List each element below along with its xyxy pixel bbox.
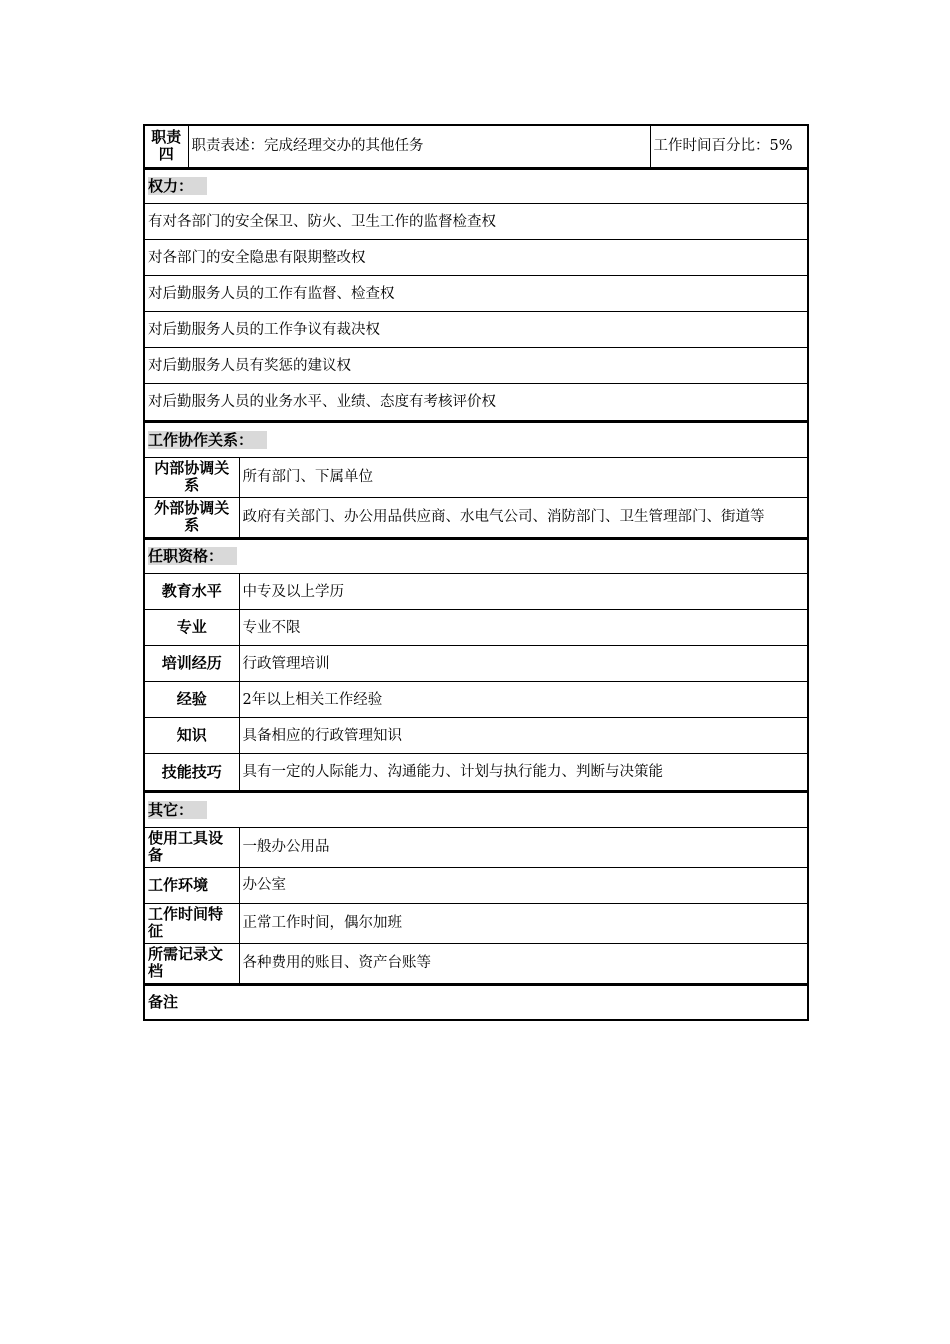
collaboration-table: [143, 421, 809, 538]
education-label: 教育水平: [144, 574, 239, 610]
duty-four-description: 职责表述：完成经理交办的其他任务: [188, 125, 650, 167]
internal-coordination-label: 内部协调关系: [144, 457, 239, 497]
experience-value: 2年以上相关工作经验: [239, 682, 808, 718]
qualification-section-title: 任职资格：: [144, 539, 808, 574]
authority-table: [143, 168, 809, 422]
tools-label: 使用工具设备: [144, 827, 239, 867]
environment-label: 工作环境: [144, 867, 239, 903]
authority-item: 有对各部门的安全保卫、防火、卫生工作的监督检查权: [144, 204, 808, 240]
authority-item: 对后勤服务人员的工作有监督、检查权: [144, 276, 808, 312]
authority-item: 对后勤服务人员有奖惩的建议权: [144, 348, 808, 384]
authority-item: 对后勤服务人员的工作争议有裁决权: [144, 312, 808, 348]
education-value: 中专及以上学历: [239, 574, 808, 610]
tools-value: 一般办公用品: [239, 827, 808, 867]
duty-four-table: [143, 124, 809, 168]
knowledge-value: 具备相应的行政管理知识: [239, 718, 808, 754]
other-section-title: 其它：: [144, 792, 808, 827]
collaboration-section-title: 工作协作关系：: [144, 422, 808, 457]
environment-value: 办公室: [239, 867, 808, 903]
authority-item: 对各部门的安全隐患有限期整改权: [144, 240, 808, 276]
skills-value: 具有一定的人际能力、沟通能力、计划与执行能力、判断与决策能: [239, 754, 808, 791]
major-label: 专业: [144, 610, 239, 646]
external-coordination-value: 政府有关部门、办公用品供应商、水电气公司、消防部门、卫生管理部门、街道等: [239, 497, 808, 537]
qualification-table: [143, 538, 809, 792]
external-coordination-label: 外部协调关系: [144, 497, 239, 537]
remarks-label: 备注: [144, 985, 808, 1020]
skills-label: 技能技巧: [144, 754, 239, 791]
authority-item: 对后勤服务人员的业务水平、业绩、态度有考核评价权: [144, 384, 808, 421]
work-time-label: 工作时间特征: [144, 903, 239, 943]
records-value: 各种费用的账目、资产台账等: [239, 943, 808, 983]
authority-section-title: 权力：: [144, 169, 808, 204]
other-table: [143, 791, 809, 984]
knowledge-label: 知识: [144, 718, 239, 754]
training-label: 培训经历: [144, 646, 239, 682]
internal-coordination-value: 所有部门、下属单位: [239, 457, 808, 497]
remarks-table: [143, 984, 809, 1021]
records-label: 所需记录文档: [144, 943, 239, 983]
major-value: 专业不限: [239, 610, 808, 646]
job-description-form: [143, 124, 807, 1021]
training-value: 行政管理培训: [239, 646, 808, 682]
duty-four-time-percent: 工作时间百分比：5%: [650, 125, 808, 167]
experience-label: 经验: [144, 682, 239, 718]
duty-four-label: 职责四: [144, 125, 188, 167]
work-time-value: 正常工作时间，偶尔加班: [239, 903, 808, 943]
